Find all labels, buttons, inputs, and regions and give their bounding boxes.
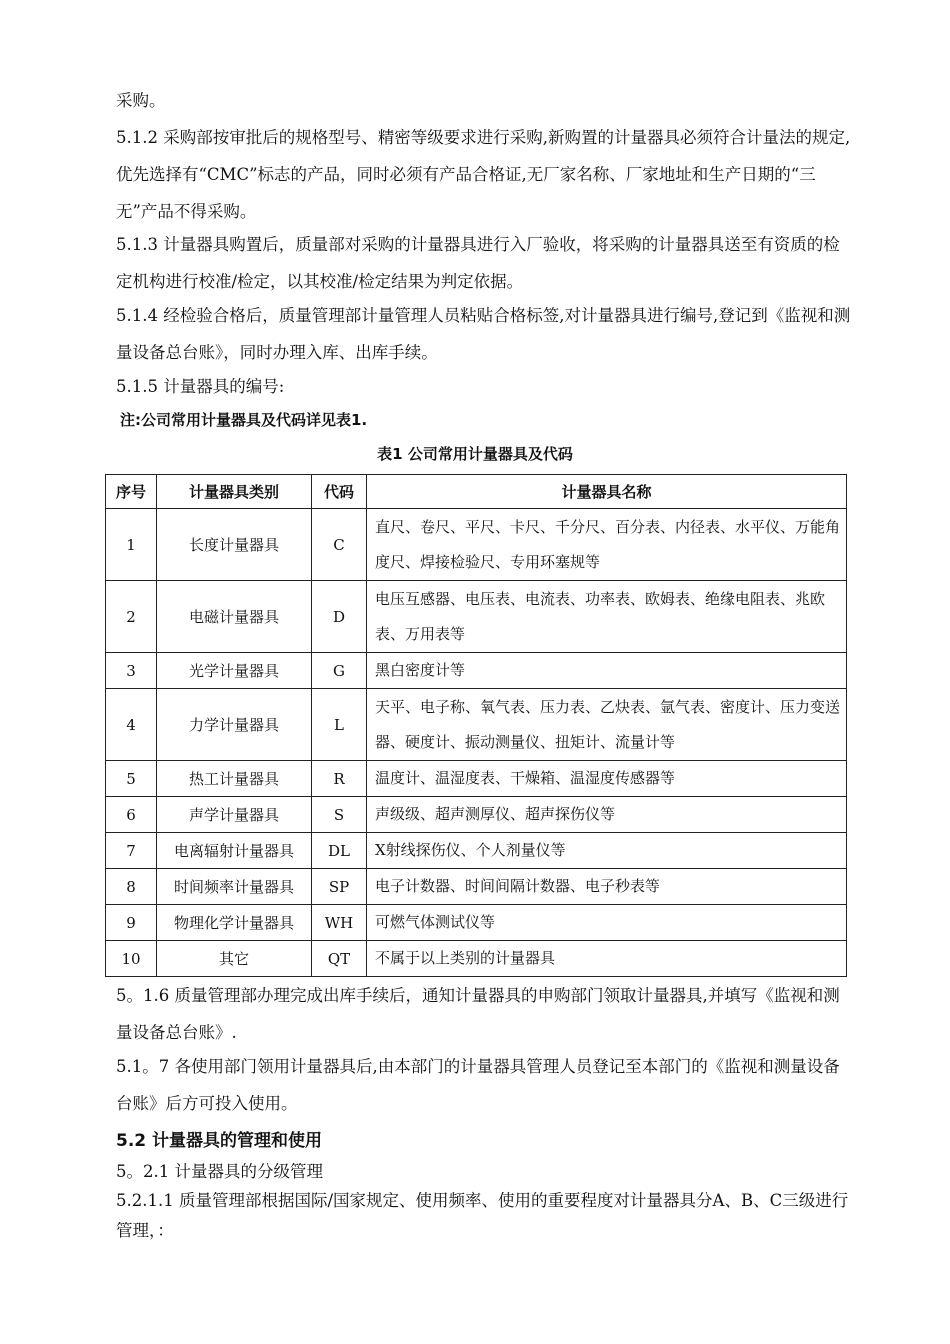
paragraph-5-1-2: 5.1.2 采购部按审批后的规格型号、精密等级要求进行采购,新购置的计量器具必须符合计量法的规定,优先选择有“CMC”标志的产品，同时必须有产品合格证,无厂家名称、厂家地址和生产日期的“三无”产品不得采购。 [116, 128, 851, 221]
cell-no: 6 [106, 797, 157, 833]
cell-code: L [312, 689, 367, 761]
cell-category: 力学计量器具 [157, 689, 312, 761]
cell-category: 电磁计量器具 [157, 581, 312, 653]
cell-code: R [312, 761, 367, 797]
cell-code: D [312, 581, 367, 653]
paragraph-purchase-end: 采购。 [116, 91, 166, 110]
cell-no: 4 [106, 689, 157, 761]
cell-names: 可燃气体测试仪等 [367, 905, 847, 941]
table-row [106, 833, 847, 869]
cell-names: 直尺、卷尺、平尺、卡尺、千分尺、百分表、内径表、水平仪、万能角度尺、焊接检验尺、专用环塞规等 [367, 509, 847, 581]
cell-category: 其它 [157, 941, 312, 977]
paragraph-5-2-1: 5。2.1 计量器具的分级管理 [116, 1162, 323, 1181]
table-row [106, 653, 847, 689]
table-row [106, 797, 847, 833]
table-row [106, 941, 847, 977]
cell-code: C [312, 509, 367, 581]
instrument-code-table [105, 474, 847, 977]
cell-category: 电离辐射计量器具 [157, 833, 312, 869]
table-row [106, 689, 847, 761]
cell-code: QT [312, 941, 367, 977]
cell-category: 物理化学计量器具 [157, 905, 312, 941]
header-category: 计量器具类别 [157, 475, 312, 509]
header-code: 代码 [312, 475, 367, 509]
paragraph-5-1-7: 5.1。7 各使用部门领用计量器具后,由本部门的计量器具管理人员登记至本部门的《监视和测量设备台账》后方可投入使用。 [116, 1057, 840, 1113]
cell-code: DL [312, 833, 367, 869]
cell-names: 声级级、超声测厚仪、超声探伤仪等 [367, 797, 847, 833]
paragraph-5-1-6: 5。1.6 质量管理部办理完成出库手续后，通知计量器具的申购部门领取计量器具,并填写《监视和测量设备总台账》. [116, 986, 840, 1042]
cell-category: 热工计量器具 [157, 761, 312, 797]
cell-no: 8 [106, 869, 157, 905]
cell-code: SP [312, 869, 367, 905]
cell-names: 温度计、温湿度表、干燥箱、温湿度传感器等 [367, 761, 847, 797]
table-row [106, 509, 847, 581]
cell-names: 天平、电子称、氧气表、压力表、乙炔表、氩气表、密度计、压力变送器、硬度计、振动测量仪、扭矩计、流量计等 [367, 689, 847, 761]
cell-names: X射线探伤仪、个人剂量仪等 [367, 833, 847, 869]
table-row [106, 869, 847, 905]
header-names: 计量器具名称 [367, 475, 847, 509]
table-row [106, 761, 847, 797]
cell-category: 长度计量器具 [157, 509, 312, 581]
cell-no: 2 [106, 581, 157, 653]
table-note: 注:公司常用计量器具及代码详见表1. [120, 411, 368, 429]
paragraph-5-1-4: 5.1.4 经检验合格后，质量管理部计量管理人员粘贴合格标签,对计量器具进行编号,登记到《监视和测量设备总台账》，同时办理入库、出库手续。 [116, 306, 851, 362]
table-row [106, 905, 847, 941]
header-no: 序号 [106, 475, 157, 509]
section-title-5-2: 5.2 计量器具的管理和使用 [116, 1131, 323, 1151]
paragraph-5-2-1-1: 5.2.1.1 质量管理部根据国际/国家规定、使用频率、使用的重要程度对计量器具分A、B、C三级进行管理，： [116, 1191, 849, 1240]
cell-no: 9 [106, 905, 157, 941]
table-row [106, 581, 847, 653]
cell-no: 10 [106, 941, 157, 977]
cell-names: 不属于以上类别的计量器具 [367, 941, 847, 977]
cell-no: 3 [106, 653, 157, 689]
cell-code: G [312, 653, 367, 689]
cell-no: 7 [106, 833, 157, 869]
paragraph-5-1-5: 5.1.5 计量器具的编号: [116, 377, 285, 396]
cell-code: WH [312, 905, 367, 941]
cell-code: S [312, 797, 367, 833]
cell-no: 5 [106, 761, 157, 797]
cell-category: 声学计量器具 [157, 797, 312, 833]
cell-names: 黑白密度计等 [367, 653, 847, 689]
cell-category: 时间频率计量器具 [157, 869, 312, 905]
paragraph-5-1-3: 5.1.3 计量器具购置后，质量部对采购的计量器具进行入厂验收，将采购的计量器具送至有资质的检定机构进行校准/检定，以其校准/检定结果为判定依据。 [116, 235, 840, 291]
cell-names: 电压互感器、电压表、电流表、功率表、欧姆表、绝缘电阻表、兆欧表、万用表等 [367, 581, 847, 653]
table-caption: 表1 公司常用计量器具及代码 [377, 445, 573, 463]
cell-no: 1 [106, 509, 157, 581]
table-header-row [106, 475, 847, 509]
cell-category: 光学计量器具 [157, 653, 312, 689]
cell-names: 电子计数器、时间间隔计数器、电子秒表等 [367, 869, 847, 905]
